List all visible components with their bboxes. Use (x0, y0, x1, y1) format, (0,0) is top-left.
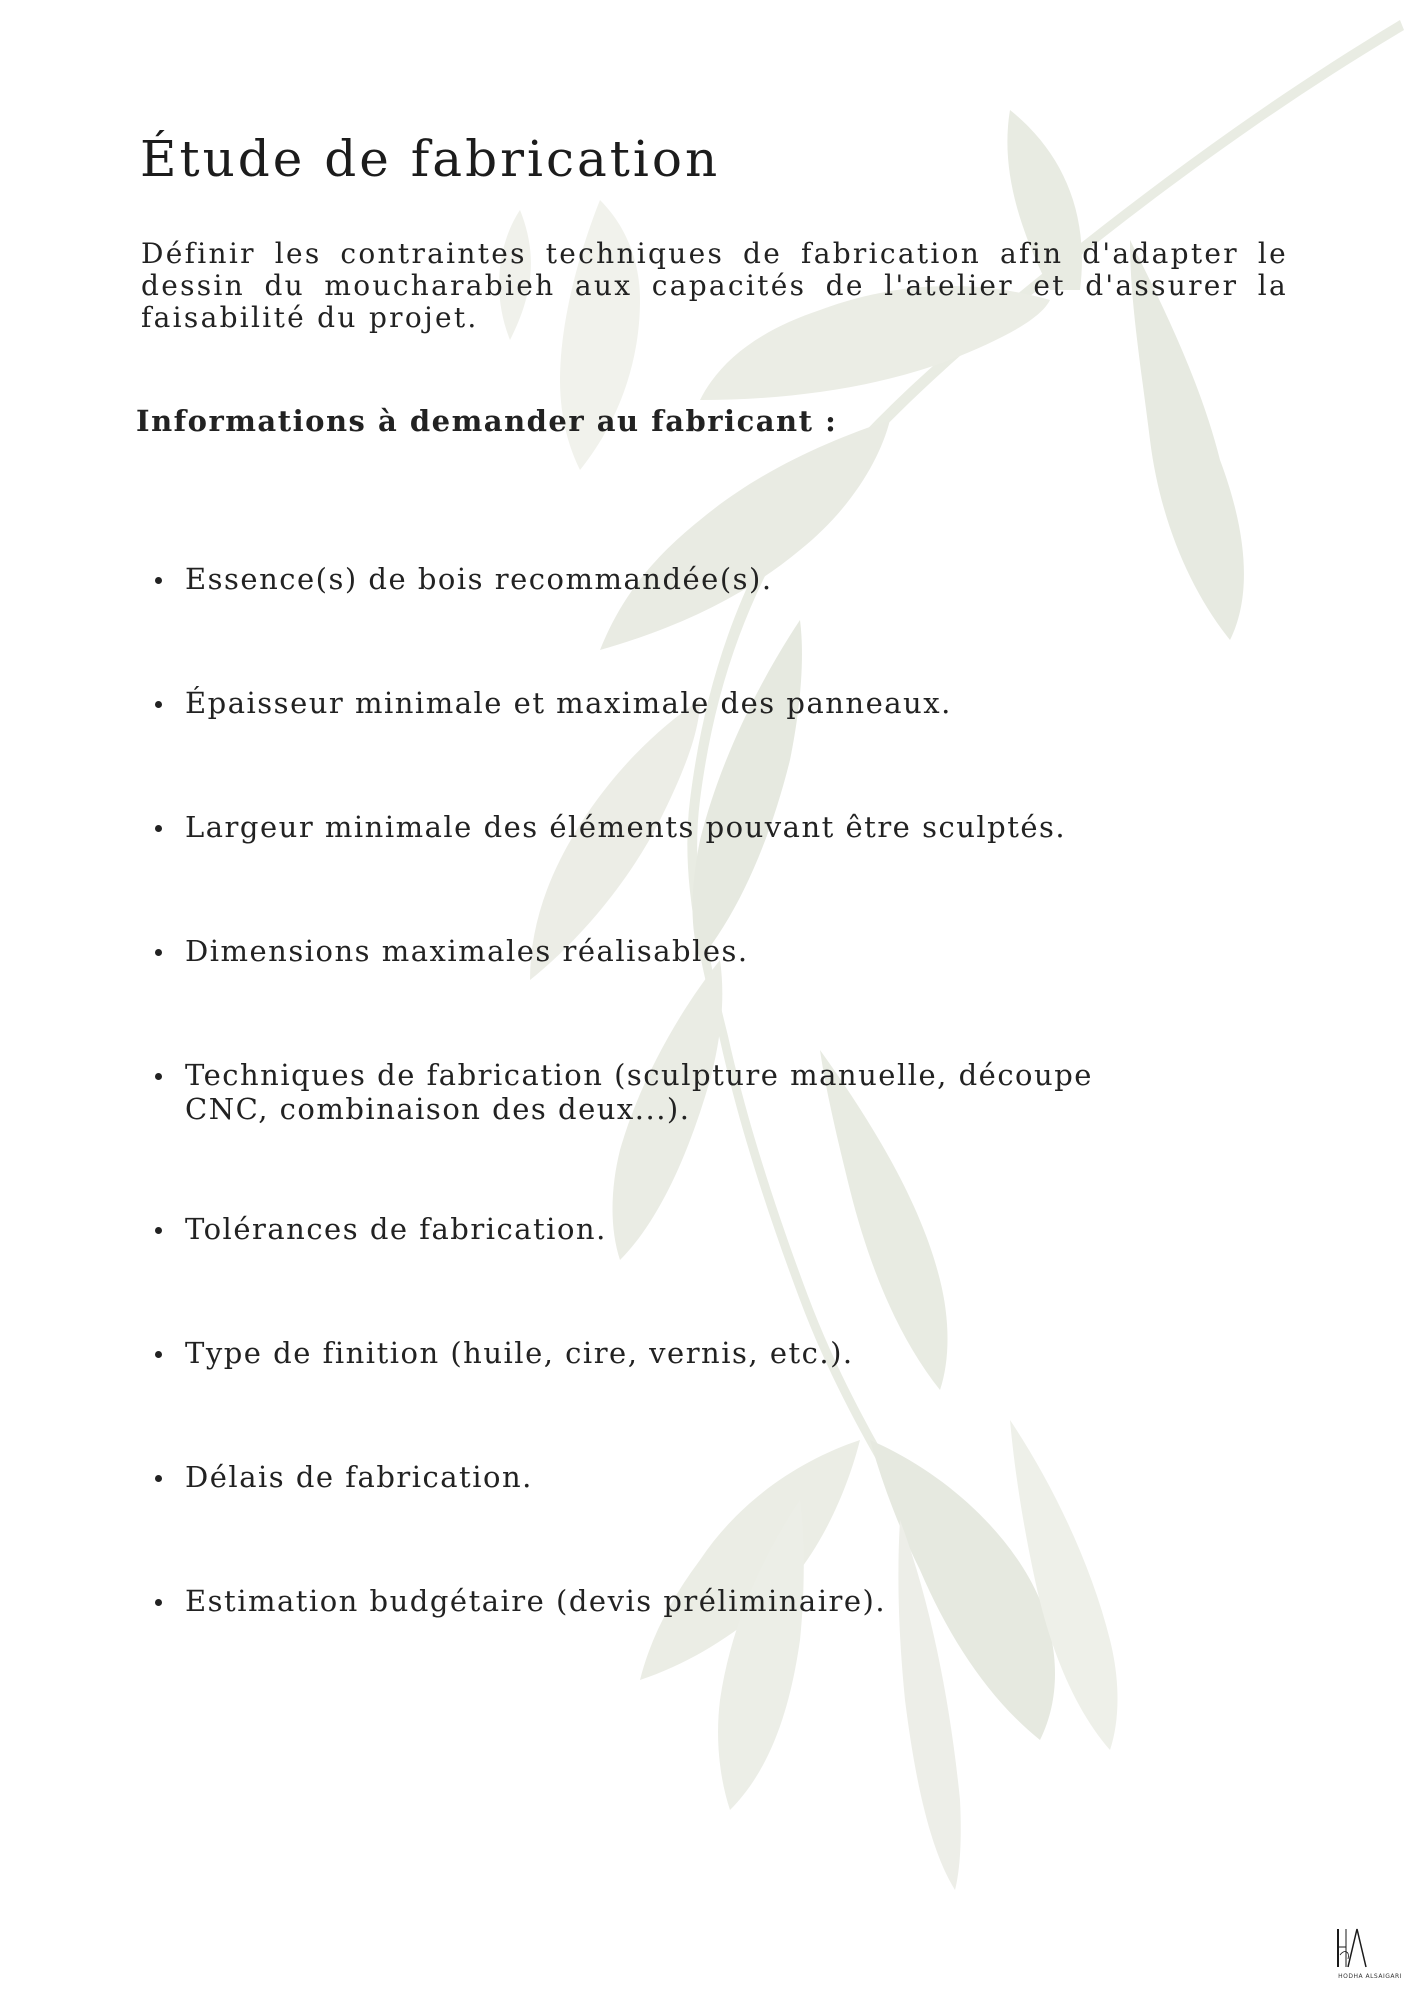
list-item-text: Largeur minimale des éléments pouvant être sculptés. (185, 810, 1067, 844)
list-item (155, 1336, 1205, 1370)
brand-logo (1330, 1925, 1410, 1995)
list-item (155, 1212, 1205, 1246)
list-item (155, 686, 1205, 720)
monogram-icon (1330, 1925, 1370, 1971)
list-item (155, 562, 1205, 596)
list-item-text: Tolérances de fabrication. (185, 1212, 607, 1246)
list-item-text: Estimation budgétaire (devis préliminaire). (185, 1584, 887, 1618)
bullet-icon (155, 577, 162, 584)
bullet-icon (155, 1227, 162, 1234)
bullet-icon (155, 1475, 162, 1482)
logo-caption: HODHA ALSAIGARI (1338, 1973, 1402, 1980)
list-item (155, 1058, 1155, 1126)
list-item (155, 810, 1205, 844)
list-item-text: Techniques de fabrication (sculpture manuelle, découpe CNC, combinaison des deux...). (185, 1058, 1093, 1126)
section-subheading: Informations à demander au fabricant : (136, 404, 838, 438)
list-item (155, 1584, 1205, 1618)
list-item (155, 934, 1205, 968)
intro-paragraph: Définir les contraintes techniques de fabrication afin d'adapter le dessin du moucharabieh aux capacités de l'atelier et d'assurer la faisabilité du projet. (141, 237, 1288, 334)
page-title: Étude de fabrication (140, 130, 721, 188)
list-item-text: Dimensions maximales réalisables. (185, 934, 749, 968)
bullet-icon (155, 949, 162, 956)
list-item-text: Délais de fabrication. (185, 1460, 533, 1494)
bullet-icon (155, 1599, 162, 1606)
list-item-text: Type de finition (huile, cire, vernis, etc.). (185, 1336, 854, 1370)
list-item-text: Épaisseur minimale et maximale des panneaux. (185, 686, 952, 720)
list-item-text: Essence(s) de bois recommandée(s). (185, 562, 773, 596)
bullet-icon (155, 701, 162, 708)
bullet-icon (155, 1351, 162, 1358)
bullet-icon (155, 825, 162, 832)
bullet-icon (155, 1073, 162, 1080)
list-item (155, 1460, 1205, 1494)
